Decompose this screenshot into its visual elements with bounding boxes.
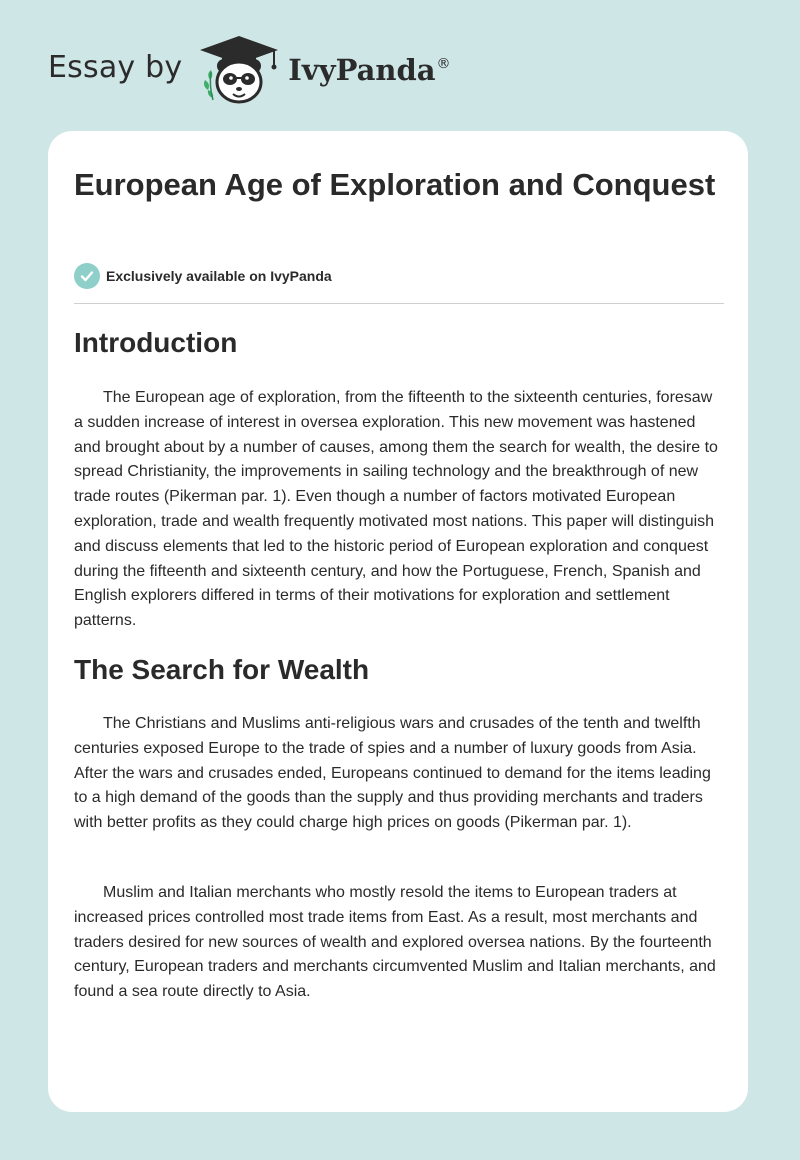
essay-title: European Age of Exploration and Conquest xyxy=(74,167,716,202)
essay-card xyxy=(48,131,748,1112)
site-header xyxy=(48,34,451,106)
brand-name: IvyPanda xyxy=(288,53,436,87)
exclusive-text: Exclusively available on IvyPanda xyxy=(106,268,332,284)
paragraph: The European age of exploration, from the fifteenth to the sixteenth centuries, foresaw a sudden increase of interest in oversea exploration. This new movement was hastened and brought about by a number of causes, among them the search for wealth, the desire to spread Christianity, the improvements in sailing technology and the breakthrough of new trade routes (Pikerman par. 1). Even though a number of factors motivated European exploration, trade and wealth frequently motivated most nations. This paper will distinguish and discuss elements that led to the historic period of European exploration and conquest during the fifteenth and sixteenth century, and how the Portuguese, French, Spanish and English explorers differed in terms of their motivations for exploration and settlement patterns. xyxy=(74,389,718,630)
section-heading-search-for-wealth: The Search for Wealth xyxy=(74,654,370,685)
ivypanda-logo-icon xyxy=(196,34,282,106)
ivypanda-brand xyxy=(288,53,450,87)
paragraph: Muslim and Italian merchants who mostly resold the items to European traders at increased prices controlled most trade items from East. As a result, most merchants and traders desired for new sources of wealth and explored oversea nations. By the fourteenth century, European traders and merchants circumvented Muslim and Italian merchants, and found a sea route directly to Asia. xyxy=(74,884,716,1001)
section-heading-introduction: Introduction xyxy=(74,327,238,358)
paragraph: The Christians and Muslims anti-religious wars and crusades of the tenth and twelfth centuries exposed Europe to the trade of spies and a number of luxury goods from Asia. After the wars and crusades ended, Europeans continued to demand for the items leading to a high demand of the goods than the supply and thus providing merchants and traders with better profits as they could charge high prices on goods (Pikerman par. 1). xyxy=(74,715,711,832)
divider xyxy=(74,303,724,304)
essay-by-label: Essay by xyxy=(48,49,183,85)
checkmark-icon xyxy=(74,263,100,289)
registered-mark: ® xyxy=(436,56,451,72)
exclusive-badge xyxy=(74,263,332,289)
